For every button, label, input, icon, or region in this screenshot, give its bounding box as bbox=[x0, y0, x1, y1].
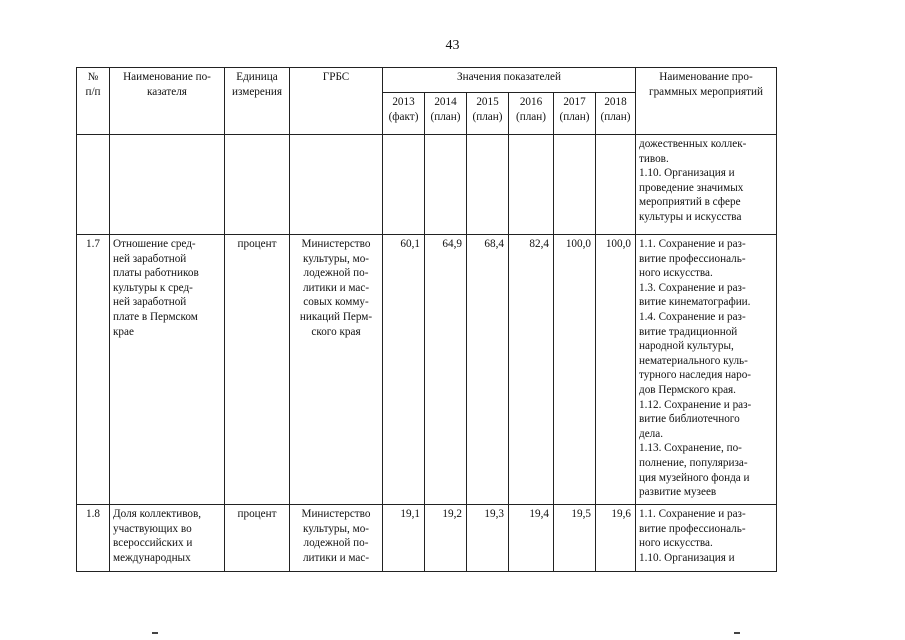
table-row bbox=[77, 505, 777, 572]
scan-mark bbox=[152, 632, 158, 634]
value-cell: 100,0 bbox=[596, 235, 636, 505]
value-cell: 60,1 bbox=[383, 235, 425, 505]
events-cell: 1.1. Сохранение и раз- витие профессиональ- ного искусства. 1.3. Сохранение и раз- витие кинематографии. 1.4. Сохранение и раз- витие традиционной народной культуры, нематериального куль- турного наследия наро- дов Пермского края. 1.12. Сохранение и раз- витие библиотечного дела. 1.13. Сохранение, по- полнение, популяриза- ция музейного фонда и развитие музеев bbox=[636, 235, 777, 505]
row-num: 1.8 bbox=[77, 505, 110, 572]
header-indicator-name: Наименование по- казателя bbox=[110, 68, 225, 135]
header-num: № п/п bbox=[77, 68, 110, 135]
value-cell: 19,6 bbox=[596, 505, 636, 572]
grbs-cell: Министерство культуры, мо- лодежной по- литики и мас- bbox=[290, 505, 383, 572]
header-year: 2015 (план) bbox=[467, 93, 509, 135]
table-row bbox=[77, 235, 777, 505]
indicator-name: Доля коллективов, участвующих во всероссийских и международных bbox=[110, 505, 225, 572]
events-cell: дожественных коллек- тивов. 1.10. Организация и проведение значимых мероприятий в сфере культуры и искусства bbox=[636, 135, 777, 235]
value-cell: 19,4 bbox=[509, 505, 554, 572]
header-year: 2018 (план) bbox=[596, 93, 636, 135]
header-year: 2016 (план) bbox=[509, 93, 554, 135]
header-events: Наименование про- граммных мероприятий bbox=[636, 68, 777, 135]
indicators-table bbox=[76, 67, 777, 572]
row-num: 1.7 bbox=[77, 235, 110, 505]
value-cell: 19,1 bbox=[383, 505, 425, 572]
unit-cell: процент bbox=[225, 505, 290, 572]
header-grbs: ГРБС bbox=[290, 68, 383, 135]
header-unit: Единица измерения bbox=[225, 68, 290, 135]
scan-mark bbox=[734, 632, 740, 634]
value-cell: 19,5 bbox=[554, 505, 596, 572]
header-values-group: Значения показателей bbox=[383, 68, 636, 93]
header-year: 2013 (факт) bbox=[383, 93, 425, 135]
value-cell: 82,4 bbox=[509, 235, 554, 505]
value-cell: 19,3 bbox=[467, 505, 509, 572]
value-cell: 64,9 bbox=[425, 235, 467, 505]
unit-cell: процент bbox=[225, 235, 290, 505]
header-year: 2014 (план) bbox=[425, 93, 467, 135]
value-cell: 19,2 bbox=[425, 505, 467, 572]
table-row-continuation bbox=[77, 135, 777, 235]
value-cell: 100,0 bbox=[554, 235, 596, 505]
header-year: 2017 (план) bbox=[554, 93, 596, 135]
events-cell: 1.1. Сохранение и раз- витие профессиональ- ного искусства. 1.10. Организация и bbox=[636, 505, 777, 572]
page-number: 43 bbox=[445, 38, 460, 53]
value-cell: 68,4 bbox=[467, 235, 509, 505]
indicator-name: Отношение сред- ней заработной платы работников культуры к сред- ней заработной плате в Пермском крае bbox=[110, 235, 225, 505]
grbs-cell: Министерство культуры, мо- лодежной по- литики и мас- совых комму- никаций Перм- ского края bbox=[290, 235, 383, 505]
